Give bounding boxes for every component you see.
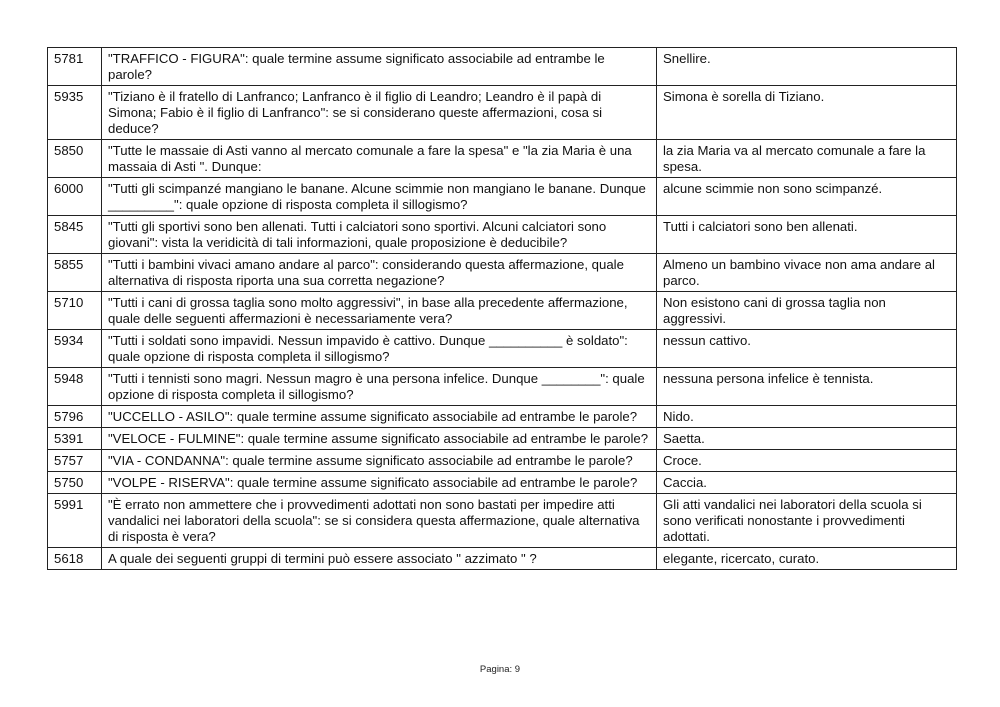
question-text: "Tiziano è il fratello di Lanfranco; Lanfranco è il figlio di Leandro; Leandro è il papà di Simona; Fabio è il figlio di Lanfranco": se si considerano queste affermazioni, cosa si deduce? <box>102 86 657 140</box>
question-text: "VIA - CONDANNA": quale termine assume significato associabile ad entrambe le parole? <box>102 450 657 472</box>
question-text: "Tutti gli scimpanzé mangiano le banane. Alcune scimmie non mangiano le banane. Dunque _________": quale opzione di risposta completa il sillogismo? <box>102 178 657 216</box>
answer-text: Croce. <box>657 450 957 472</box>
answer-text: Nido. <box>657 406 957 428</box>
table-row <box>48 472 957 494</box>
question-id: 5845 <box>48 216 102 254</box>
question-id: 5796 <box>48 406 102 428</box>
question-id: 5855 <box>48 254 102 292</box>
question-text: "Tutte le massaie di Asti vanno al mercato comunale a fare la spesa" e "la zia Maria è una massaia di Asti ". Dunque: <box>102 140 657 178</box>
table-row <box>48 140 957 178</box>
table-row <box>48 178 957 216</box>
answer-text: elegante, ricercato, curato. <box>657 548 957 570</box>
question-id: 6000 <box>48 178 102 216</box>
table-row <box>48 48 957 86</box>
question-id: 5991 <box>48 494 102 548</box>
question-id: 5618 <box>48 548 102 570</box>
table-row <box>48 428 957 450</box>
question-text: "VOLPE - RISERVA": quale termine assume significato associabile ad entrambe le parole? <box>102 472 657 494</box>
answer-text: Simona è sorella di Tiziano. <box>657 86 957 140</box>
table-row <box>48 548 957 570</box>
page-number: Pagina: 9 <box>479 664 521 675</box>
table-row <box>48 330 957 368</box>
question-id: 5850 <box>48 140 102 178</box>
answer-text: la zia Maria va al mercato comunale a fare la spesa. <box>657 140 957 178</box>
answer-text: Non esistono cani di grossa taglia non aggressivi. <box>657 292 957 330</box>
question-text: A quale dei seguenti gruppi di termini può essere associato " azzimato " ? <box>102 548 657 570</box>
table-row <box>48 494 957 548</box>
answer-text: Saetta. <box>657 428 957 450</box>
answer-text: nessun cattivo. <box>657 330 957 368</box>
question-text: "Tutti i bambini vivaci amano andare al parco": considerando questa affermazione, quale alternativa di risposta riporta una sua corretta negazione? <box>102 254 657 292</box>
question-text: "UCCELLO - ASILO": quale termine assume significato associabile ad entrambe le parole? <box>102 406 657 428</box>
question-id: 5750 <box>48 472 102 494</box>
answer-text: Tutti i calciatori sono ben allenati. <box>657 216 957 254</box>
answer-text: Caccia. <box>657 472 957 494</box>
question-id: 5391 <box>48 428 102 450</box>
question-text: "Tutti i tennisti sono magri. Nessun magro è una persona infelice. Dunque ________": quale opzione di risposta completa il sillogismo? <box>102 368 657 406</box>
answer-text: Almeno un bambino vivace non ama andare al parco. <box>657 254 957 292</box>
question-text: "È errato non ammettere che i provvedimenti adottati non sono bastati per impedire atti vandalici nei laboratori della scuola": se si considera questa affermazione, quale alternativa di risposta è vera? <box>102 494 657 548</box>
question-id: 5948 <box>48 368 102 406</box>
questions-table <box>47 47 957 570</box>
answer-text: Gli atti vandalici nei laboratori della scuola si sono verificati nonostante i provvedimenti adottati. <box>657 494 957 548</box>
question-text: "Tutti i cani di grossa taglia sono molto aggressivi", in base alla precedente affermazione, quale delle seguenti affermazioni è necessariamente vera? <box>102 292 657 330</box>
question-id: 5781 <box>48 48 102 86</box>
question-text: "TRAFFICO - FIGURA": quale termine assume significato associabile ad entrambe le parole? <box>102 48 657 86</box>
answer-text: Snellire. <box>657 48 957 86</box>
question-id: 5934 <box>48 330 102 368</box>
answer-text: alcune scimmie non sono scimpanzé. <box>657 178 957 216</box>
table-row <box>48 368 957 406</box>
table-row <box>48 406 957 428</box>
question-id: 5757 <box>48 450 102 472</box>
question-text: "Tutti i soldati sono impavidi. Nessun impavido è cattivo. Dunque __________ è soldato": quale opzione di risposta completa il sillogismo? <box>102 330 657 368</box>
answer-text: nessuna persona infelice è tennista. <box>657 368 957 406</box>
questions-table-body <box>48 48 957 570</box>
question-text: "Tutti gli sportivi sono ben allenati. Tutti i calciatori sono sportivi. Alcuni calciatori sono giovani": vista la veridicità di tali informazioni, quale proposizione è deducibile? <box>102 216 657 254</box>
table-row <box>48 86 957 140</box>
question-id: 5935 <box>48 86 102 140</box>
table-row <box>48 292 957 330</box>
table-row <box>48 450 957 472</box>
question-id: 5710 <box>48 292 102 330</box>
table-row <box>48 216 957 254</box>
table-row <box>48 254 957 292</box>
question-text: "VELOCE - FULMINE": quale termine assume significato associabile ad entrambe le parole? <box>102 428 657 450</box>
